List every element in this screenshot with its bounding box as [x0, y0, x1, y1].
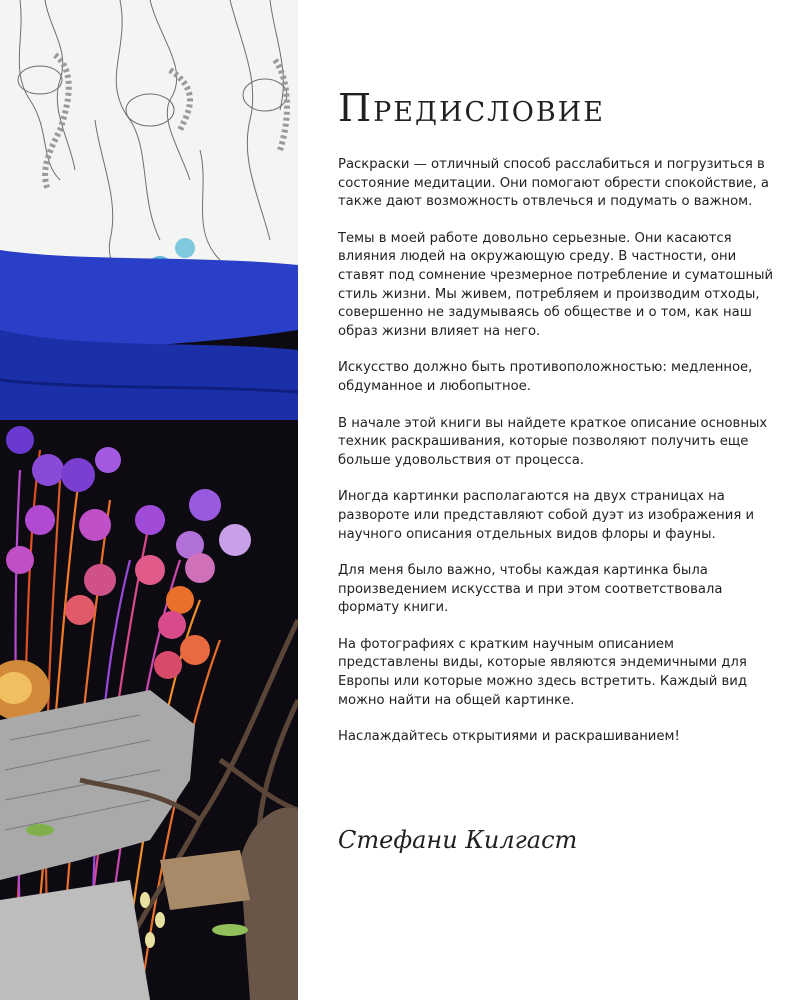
paragraph-5: Иногда картинки располагаются на двух страницах на развороте или представляют собой дуэт из изображения и научного описания отдельных видов флоры и фауны.: [338, 489, 755, 542]
paragraph-6: Для меня было важно, чтобы каждая картинка была произведением искусства и при этом соответствовала формату книги.: [338, 563, 723, 616]
author-signature: Стефани Килгаст: [338, 826, 578, 854]
paragraph-2: Темы в моей работе довольно серьезные. Они касаются влияния людей на окружающую среду. В частности, они ставят под сомнение чрезмерное потребление и суматошный стиль жизни. Мы живем, потребляем и производим отходы, совершенно не задумываясь об обществе и о том, как наш образ жизни влияет на него.: [338, 230, 774, 339]
paragraph-3: Искусство должно быть противоположностью: медленное, обдуманное и любопытное.: [338, 360, 753, 394]
paragraph-7: На фотографиях с кратким научным описанием представлены виды, которые являются эндемичными для Европы или которые можно здесь встретить. Каждый вид можно найти на общей картинке.: [338, 636, 747, 708]
paragraph-8: Наслаждайтесь открытиями и раскрашиванием!: [338, 729, 680, 745]
decorative-illustration: [0, 0, 298, 1000]
page-title: Предисловие: [338, 86, 605, 130]
paragraph-4: В начале этой книги вы найдете краткое описание основных техник раскрашивания, которые позволяют получить еще больше удовольствия от процесса.: [338, 415, 768, 468]
preface-content: [338, 84, 778, 765]
illustration-svg: [0, 0, 298, 1000]
wood-plank: [160, 850, 250, 910]
paragraph-1: Раскраски — отличный способ расслабиться и погрузиться в состояние медитации. Они помогают обрести спокойствие, а также дают возможность отвлечься и подумать о важном.: [338, 157, 770, 210]
